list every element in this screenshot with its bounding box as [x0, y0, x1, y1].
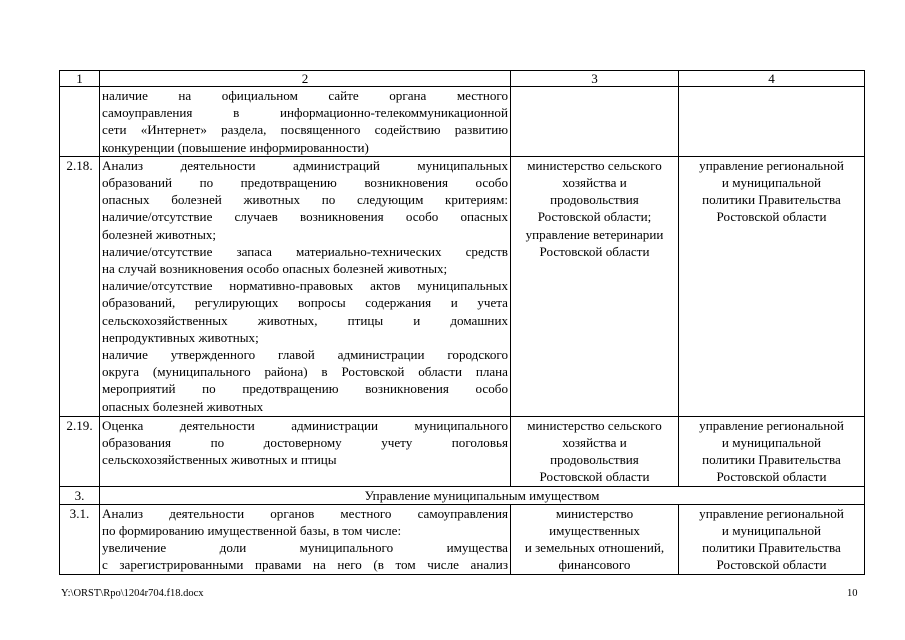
executor-line: финансового — [558, 557, 631, 573]
row-coexecutor — [679, 504, 865, 574]
executor-line: продовольствия — [550, 452, 639, 468]
description-line: сельскохозяйственных животных, птицы и домашних — [102, 312, 508, 328]
row-description — [100, 504, 511, 574]
description-line: наличие/отсутствие нормативно-правовых актов муниципальных — [102, 278, 508, 294]
description-line: мероприятий по предотвращению возникновения особо — [102, 381, 508, 397]
description-line: Анализ деятельности администраций муниципальных — [102, 157, 508, 173]
executor-line: хозяйства и — [562, 435, 627, 451]
coexecutor-line: политики Правительства — [702, 540, 841, 556]
coexecutor-line: Ростовской области — [716, 557, 827, 573]
table-row — [60, 156, 865, 416]
row-number: 2.19. — [60, 416, 100, 486]
row-coexecutor — [679, 156, 865, 416]
description-line: на случай возникновения особо опасных болезней животных; — [102, 261, 448, 277]
description-line: наличие/отсутствие случаев возникновения особо опасных — [102, 209, 508, 225]
header-row — [60, 71, 865, 87]
description-line: образований, регулирующих вопросы содержания и учета — [102, 295, 508, 311]
description-line: непродуктивных животных; — [102, 329, 259, 345]
description-line: Анализ деятельности органов местного самоуправления — [102, 505, 508, 521]
row-coexecutor — [679, 416, 865, 486]
description-line: сельскохозяйственных животных и птицы — [102, 452, 337, 468]
coexecutor-line: управление региональной — [699, 505, 844, 521]
row-description — [100, 156, 511, 416]
row-coexecutor — [679, 87, 865, 157]
executor-line: Ростовской области — [539, 243, 650, 259]
description-line: с зарегистрированными правами на него (в том числе анализ — [102, 557, 508, 573]
coexecutor-line: и муниципальной — [721, 523, 822, 539]
description-line: по формированию имущественной базы, в том числе: — [102, 523, 402, 539]
description-line: наличие на официальном сайте органа местного — [102, 88, 508, 103]
description-line: болезней животных; — [102, 226, 217, 242]
row-executor — [511, 156, 679, 416]
description-line: Оценка деятельности администрации муниципального — [102, 417, 508, 433]
row-number — [60, 87, 100, 157]
description-line: опасных болезней животных — [102, 398, 264, 414]
coexecutor-line: политики Правительства — [702, 452, 841, 468]
description-line: опасных болезней животных по следующим критериям: — [102, 192, 508, 208]
description-line: округа (муниципального района) в Ростовской области плана — [102, 364, 508, 380]
header-col-2: 2 — [100, 71, 511, 87]
table-row — [60, 504, 865, 574]
description-line: наличие утвержденного главой администрации городского — [102, 347, 508, 363]
executor-line: министерство сельского — [527, 157, 662, 173]
header-col-3: 3 — [511, 71, 679, 87]
description-line: самоуправления в информационно-телекоммуникационной — [102, 105, 508, 121]
row-executor — [511, 504, 679, 574]
coexecutor-line: управление региональной — [699, 157, 844, 173]
executor-line: имущественных — [549, 523, 640, 539]
executor-line: управление ветеринарии — [525, 226, 664, 242]
coexecutor-line: политики Правительства — [702, 192, 841, 208]
executor-line: министерство — [555, 505, 634, 521]
executor-line: министерство сельского — [527, 417, 662, 433]
executor-line: и земельных отношений, — [524, 540, 665, 556]
description-line: увеличение доли муниципального имущества — [102, 540, 508, 556]
row-number: 2.18. — [60, 156, 100, 416]
executor-line: Ростовской области; — [537, 209, 652, 225]
row-executor — [511, 416, 679, 486]
row-executor — [511, 87, 679, 157]
footer-file-path: Y:\ORST\Rpo\1204r704.f18.docx — [61, 588, 204, 599]
coexecutor-line: и муниципальной — [721, 435, 822, 451]
section-row — [60, 486, 865, 504]
header-col-4: 4 — [679, 71, 865, 87]
executor-line: хозяйства и — [562, 175, 627, 191]
executor-line: Ростовской области — [539, 469, 650, 485]
coexecutor-line: Ростовской области — [716, 209, 827, 225]
table-row — [60, 416, 865, 486]
description-line: конкуренции (повышение информированности) — [102, 139, 369, 155]
row-number: 3.1. — [60, 504, 100, 574]
executor-line: продовольствия — [550, 192, 639, 208]
section-number: 3. — [60, 486, 100, 504]
row-description — [100, 416, 511, 486]
coexecutor-line: Ростовской области — [716, 469, 827, 485]
section-title: Управление муниципальным имуществом — [100, 486, 865, 504]
header-col-1: 1 — [60, 71, 100, 87]
description-line: образований по предотвращению возникновения особо — [102, 175, 508, 191]
table-row — [60, 87, 865, 157]
description-line: наличие/отсутствие запаса материально-технических средств — [102, 243, 508, 259]
coexecutor-line: и муниципальной — [721, 175, 822, 191]
main-table — [59, 70, 865, 575]
coexecutor-line: управление региональной — [699, 417, 844, 433]
description-line: образования по достоверному учету поголовья — [102, 435, 508, 451]
page-number: 10 — [847, 588, 858, 599]
description-line: сети «Интернет» раздела, посвященного содействию развитию — [102, 122, 508, 138]
row-description — [100, 87, 511, 157]
